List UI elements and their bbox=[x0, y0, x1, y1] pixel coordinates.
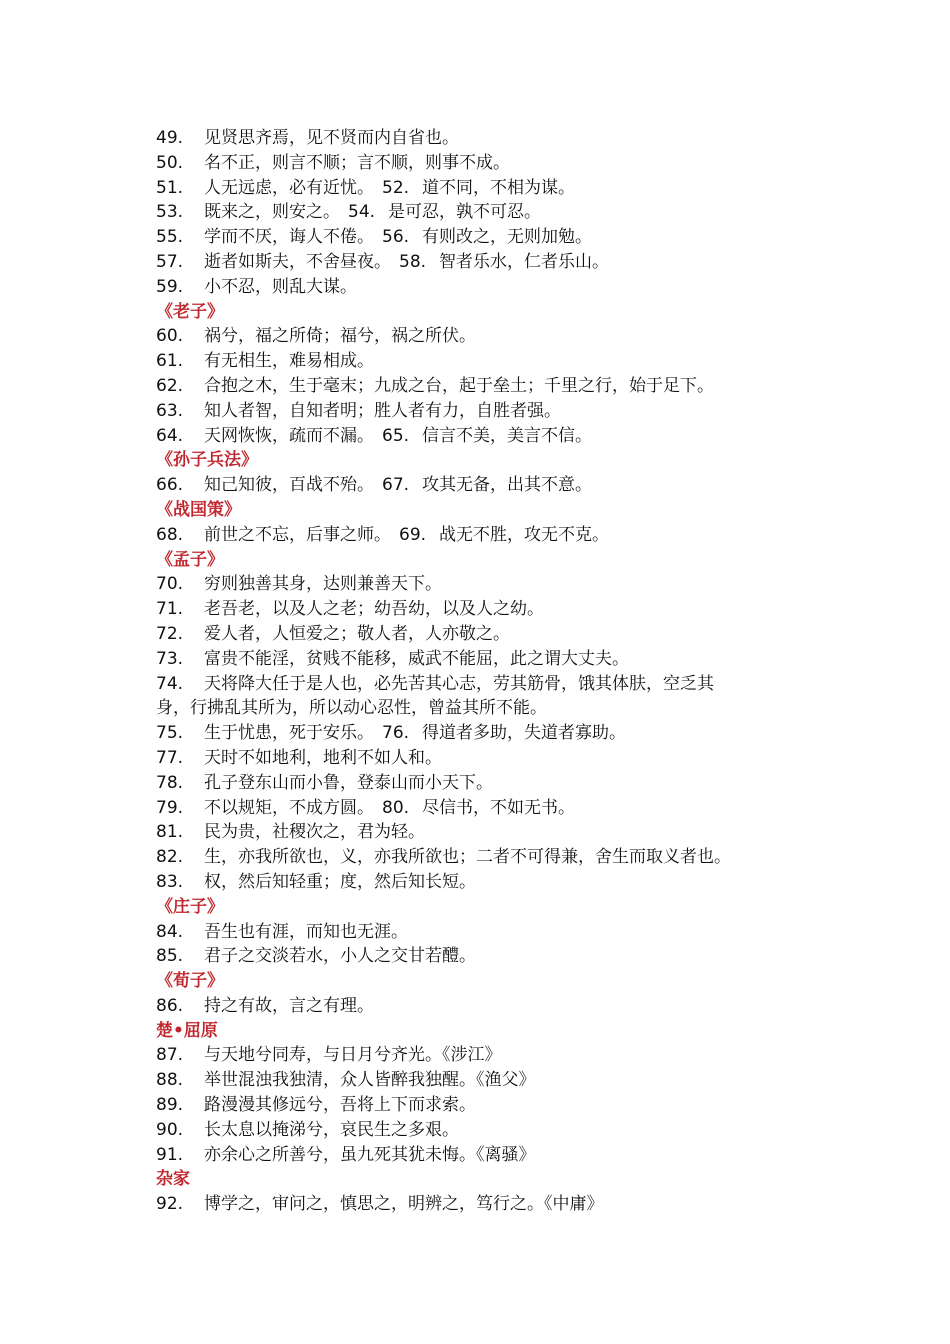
quote-line bbox=[156, 771, 806, 796]
quote-text: 道不同，不相为谋。 bbox=[422, 177, 575, 198]
quote-text: 逝者如斯夫，不舍昼夜。 bbox=[204, 251, 391, 272]
quote-text: 见贤思齐焉，见不贤而内自省也。 bbox=[204, 128, 459, 148]
quote-text: 民为贵，社稷次之，君为轻。 bbox=[204, 822, 425, 843]
quote-line bbox=[156, 1068, 806, 1093]
quote-text: 富贵不能淫，贫贱不能移，威武不能屈，此之谓大丈夫。 bbox=[204, 648, 629, 669]
quote-line bbox=[156, 746, 806, 771]
item-number: 49. bbox=[156, 128, 184, 148]
quote-line bbox=[156, 1118, 806, 1143]
item-number: 74. bbox=[156, 673, 184, 694]
item-number: 78. bbox=[156, 772, 184, 793]
quote-line bbox=[156, 275, 806, 300]
item-number: 53. bbox=[156, 202, 184, 223]
quote-text: 持之有故，言之有理。 bbox=[204, 995, 374, 1016]
item-number: 57. bbox=[156, 251, 184, 272]
item-number: 82. bbox=[156, 847, 184, 868]
item-number: 72. bbox=[156, 623, 184, 644]
quote-text: 天将降大任于是人也，必先苦其心志，劳其筋骨，饿其体肤，空乏其 bbox=[204, 673, 714, 694]
item-number: 77. bbox=[156, 747, 184, 768]
item-number: 76. bbox=[382, 723, 410, 744]
quote-line bbox=[156, 225, 806, 250]
item-number: 69. bbox=[399, 524, 427, 545]
quote-text: 不以规矩，不成方圆。 bbox=[204, 797, 374, 818]
section-heading: 《荀子》 bbox=[156, 971, 224, 992]
quote-line bbox=[156, 250, 806, 275]
quote-text: 祸兮，福之所倚；福兮，祸之所伏。 bbox=[204, 326, 476, 347]
quote-line bbox=[156, 1043, 806, 1068]
section-heading: 《孙子兵法》 bbox=[156, 450, 258, 471]
quote-line bbox=[156, 572, 806, 597]
item-number: 62. bbox=[156, 375, 184, 396]
item-number: 54. bbox=[348, 202, 376, 223]
quote-line bbox=[156, 622, 806, 647]
item-number: 55. bbox=[156, 227, 184, 248]
quote-text: 战无不胜，攻无不克。 bbox=[439, 524, 609, 545]
item-number: 61. bbox=[156, 351, 184, 372]
item-number: 59. bbox=[156, 276, 184, 297]
quote-text: 天网恢恢，疏而不漏。 bbox=[204, 425, 374, 446]
quote-text: 吾生也有涯，而知也无涯。 bbox=[204, 921, 408, 942]
quote-text: 前世之不忘，后事之师。 bbox=[204, 524, 391, 545]
quote-text: 与天地兮同寿，与日月兮齐光。《涉江》 bbox=[204, 1045, 502, 1066]
item-number: 92. bbox=[156, 1194, 184, 1215]
quote-text: 爱人者，人恒爱之；敬人者，人亦敬之。 bbox=[204, 623, 510, 644]
item-number: 90. bbox=[156, 1119, 184, 1140]
item-number: 51. bbox=[156, 177, 184, 198]
quote-line-continuation: 身，行拂乱其所为，所以动心忍性，曾益其所不能。 bbox=[156, 698, 547, 719]
item-number: 70. bbox=[156, 574, 184, 595]
item-number: 81. bbox=[156, 822, 184, 843]
quote-text: 学而不厌，诲人不倦。 bbox=[204, 227, 374, 248]
quote-line bbox=[156, 845, 806, 870]
item-number: 60. bbox=[156, 326, 184, 347]
section-heading: 楚•屈原 bbox=[156, 1020, 218, 1041]
quote-text: 尽信书，不如无书。 bbox=[422, 797, 575, 818]
quote-text: 得道者多助，失道者寡助。 bbox=[422, 723, 626, 744]
quote-text: 攻其无备，出其不意。 bbox=[422, 475, 592, 496]
item-number: 83. bbox=[156, 871, 184, 892]
quote-line bbox=[156, 1093, 806, 1118]
item-number: 75. bbox=[156, 723, 184, 744]
quote-line bbox=[156, 200, 806, 225]
quote-text: 名不正，则言不顺；言不顺，则事不成。 bbox=[204, 152, 510, 173]
item-number: 87. bbox=[156, 1045, 184, 1066]
quote-text: 博学之，审问之，慎思之，明辨之，笃行之。《中庸》 bbox=[204, 1194, 604, 1215]
item-number: 80. bbox=[382, 797, 410, 818]
item-number: 58. bbox=[399, 251, 427, 272]
quote-line bbox=[156, 151, 806, 176]
quote-line bbox=[156, 647, 806, 672]
section-heading: 《战国策》 bbox=[156, 499, 241, 520]
quote-line bbox=[156, 126, 806, 151]
quote-line bbox=[156, 597, 806, 622]
quote-text: 长太息以掩涕兮，哀民生之多艰。 bbox=[204, 1119, 459, 1140]
quote-line bbox=[156, 399, 806, 424]
item-number: 65. bbox=[382, 425, 410, 446]
item-number: 50. bbox=[156, 152, 184, 173]
quote-line bbox=[156, 349, 806, 374]
quote-line bbox=[156, 523, 806, 548]
quote-text: 是可忍，孰不可忍。 bbox=[388, 202, 541, 223]
quote-line bbox=[156, 870, 806, 895]
quote-text: 路漫漫其修远兮，吾将上下而求索。 bbox=[204, 1095, 476, 1116]
item-number: 85. bbox=[156, 946, 184, 967]
item-number: 64. bbox=[156, 425, 184, 446]
item-number: 79. bbox=[156, 797, 184, 818]
quote-text: 孔子登东山而小鲁，登泰山而小天下。 bbox=[204, 772, 493, 793]
document-body bbox=[156, 126, 806, 1217]
item-number: 67. bbox=[382, 475, 410, 496]
quote-text: 有无相生，难易相成。 bbox=[204, 351, 374, 372]
quote-line bbox=[156, 721, 806, 746]
item-number: 56. bbox=[382, 227, 410, 248]
quote-text: 有则改之，无则加勉。 bbox=[422, 227, 592, 248]
quote-line bbox=[156, 1143, 806, 1168]
quote-text: 智者乐水，仁者乐山。 bbox=[439, 251, 609, 272]
quote-line bbox=[156, 672, 806, 697]
quote-line bbox=[156, 424, 806, 449]
quote-text: 生于忧患，死于安乐。 bbox=[204, 723, 374, 744]
item-number: 86. bbox=[156, 995, 184, 1016]
item-number: 91. bbox=[156, 1144, 184, 1165]
item-number: 63. bbox=[156, 400, 184, 421]
quote-text: 举世混浊我独清，众人皆醉我独醒。《渔父》 bbox=[204, 1070, 536, 1091]
quote-text: 老吾老，以及人之老；幼吾幼，以及人之幼。 bbox=[204, 599, 544, 620]
quote-text: 权，然后知轻重；度，然后知长短。 bbox=[204, 871, 476, 892]
quote-line bbox=[156, 796, 806, 821]
quote-text: 信言不美，美言不信。 bbox=[422, 425, 592, 446]
quote-text: 天时不如地利，地利不如人和。 bbox=[204, 747, 442, 768]
quote-line bbox=[156, 994, 806, 1019]
quote-line bbox=[156, 820, 806, 845]
quote-text: 君子之交淡若水，小人之交甘若醴。 bbox=[204, 946, 476, 967]
quote-text: 知人者智，自知者明；胜人者有力，自胜者强。 bbox=[204, 400, 561, 421]
item-number: 71. bbox=[156, 599, 184, 620]
quote-text: 小不忍，则乱大谋。 bbox=[204, 276, 357, 297]
item-number: 89. bbox=[156, 1095, 184, 1116]
section-heading: 《老子》 bbox=[156, 301, 224, 322]
quote-line bbox=[156, 324, 806, 349]
section-heading: 杂家 bbox=[156, 1169, 190, 1190]
quote-text: 生，亦我所欲也，义，亦我所欲也；二者不可得兼，舍生而取义者也。 bbox=[204, 847, 731, 868]
quote-text: 穷则独善其身，达则兼善天下。 bbox=[204, 574, 442, 595]
quote-line bbox=[156, 920, 806, 945]
item-number: 88. bbox=[156, 1070, 184, 1091]
quote-text: 合抱之木，生于毫末；九成之台，起于垒土；千里之行，始于足下。 bbox=[204, 375, 714, 396]
item-number: 84. bbox=[156, 921, 184, 942]
quote-text: 既来之，则安之。 bbox=[204, 202, 340, 223]
section-heading: 《孟子》 bbox=[156, 549, 224, 570]
section-heading: 《庄子》 bbox=[156, 896, 224, 917]
quote-line bbox=[156, 374, 806, 399]
item-number: 73. bbox=[156, 648, 184, 669]
item-number: 52. bbox=[382, 177, 410, 198]
quote-line bbox=[156, 944, 806, 969]
quote-line bbox=[156, 176, 806, 201]
item-number: 68. bbox=[156, 524, 184, 545]
quote-line bbox=[156, 1192, 806, 1217]
quote-text: 知己知彼，百战不殆。 bbox=[204, 475, 374, 496]
item-number: 66. bbox=[156, 475, 184, 496]
quote-text: 人无远虑，必有近忧。 bbox=[204, 177, 374, 198]
quote-text: 亦余心之所善兮，虽九死其犹未悔。《离骚》 bbox=[204, 1144, 536, 1165]
quote-line bbox=[156, 473, 806, 498]
